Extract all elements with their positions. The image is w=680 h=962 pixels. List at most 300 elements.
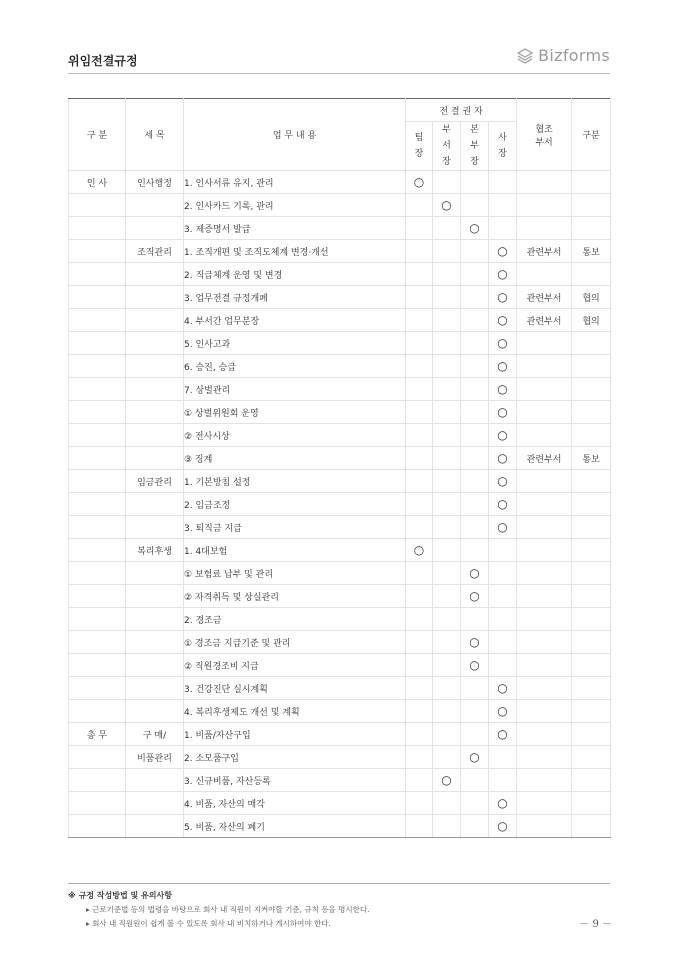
row-type (572, 355, 611, 378)
row-coop (517, 654, 572, 677)
row-coop (517, 723, 572, 746)
row-division-mark (461, 677, 489, 700)
row-president-mark: ○ (489, 470, 517, 493)
row-task: 6. 승진, 승급 (184, 355, 406, 378)
row-division-mark (461, 171, 489, 194)
row-subcategory: 임금관리 (126, 470, 184, 493)
row-subcategory (126, 700, 184, 723)
row-coop (517, 516, 572, 539)
row-subcategory (126, 309, 184, 332)
row-type (572, 792, 611, 815)
table-row (69, 562, 611, 585)
row-subcategory (126, 447, 184, 470)
row-dept-mark (433, 700, 461, 723)
table-row (69, 378, 611, 401)
row-subcategory (126, 263, 184, 286)
row-category (69, 263, 126, 286)
row-division-mark (461, 769, 489, 792)
row-dept-mark (433, 631, 461, 654)
row-president-mark (489, 585, 517, 608)
table-row (69, 631, 611, 654)
note-item: ▸ 근로기준법 등의 법령을 바탕으로 회사 내 직원이 지켜야할 기준, 규칙 등을 명시한다. (86, 905, 370, 914)
table-row (69, 792, 611, 815)
row-president-mark: ○ (489, 286, 517, 309)
row-subcategory: 비품관리 (126, 746, 184, 769)
header-category: 구 분 (69, 99, 126, 171)
table-row (69, 700, 611, 723)
table-row (69, 677, 611, 700)
row-coop: 관련부서 (517, 286, 572, 309)
header-divider (68, 73, 610, 74)
row-coop (517, 792, 572, 815)
row-president-mark: ○ (489, 309, 517, 332)
row-president-mark: ○ (489, 792, 517, 815)
table-row (69, 401, 611, 424)
row-category (69, 516, 126, 539)
row-category (69, 700, 126, 723)
row-coop (517, 263, 572, 286)
row-type (572, 424, 611, 447)
row-division-mark: ○ (461, 217, 489, 240)
row-coop (517, 217, 572, 240)
row-dept-mark (433, 171, 461, 194)
row-coop (517, 631, 572, 654)
table-row (69, 194, 611, 217)
row-division-mark (461, 424, 489, 447)
layers-icon (516, 47, 534, 65)
row-subcategory (126, 562, 184, 585)
table-row (69, 470, 611, 493)
table-row (69, 723, 611, 746)
row-team-mark (406, 493, 433, 516)
row-president-mark: ○ (489, 424, 517, 447)
row-category (69, 539, 126, 562)
row-coop (517, 424, 572, 447)
row-subcategory (126, 769, 184, 792)
table-row (69, 585, 611, 608)
row-team-mark (406, 401, 433, 424)
table-row (69, 171, 611, 194)
row-category (69, 240, 126, 263)
row-type (572, 608, 611, 631)
row-subcategory (126, 401, 184, 424)
row-task: ① 경조금 지급기준 및 관리 (184, 631, 406, 654)
row-type (572, 516, 611, 539)
row-task: ① 상벌위원회 운영 (184, 401, 406, 424)
row-type (572, 585, 611, 608)
row-president-mark: ○ (489, 815, 517, 838)
table-row (69, 309, 611, 332)
row-division-mark (461, 815, 489, 838)
header-coop (517, 99, 572, 171)
header-division-label: 본 부 장 (470, 125, 479, 167)
row-team-mark (406, 792, 433, 815)
row-subcategory (126, 286, 184, 309)
row-team-mark (406, 447, 433, 470)
row-task: 5. 인사고과 (184, 332, 406, 355)
row-category (69, 424, 126, 447)
row-type (572, 746, 611, 769)
row-category (69, 286, 126, 309)
row-category (69, 562, 126, 585)
row-category (69, 355, 126, 378)
row-president-mark (489, 631, 517, 654)
row-task: 5. 비품, 자산의 폐기 (184, 815, 406, 838)
row-dept-mark (433, 654, 461, 677)
row-team-mark: ○ (406, 171, 433, 194)
row-category (69, 585, 126, 608)
row-dept-mark (433, 792, 461, 815)
row-team-mark (406, 585, 433, 608)
row-dept-mark (433, 470, 461, 493)
row-team-mark (406, 240, 433, 263)
row-division-mark (461, 516, 489, 539)
row-president-mark (489, 654, 517, 677)
table-row (69, 263, 611, 286)
row-type (572, 700, 611, 723)
row-type (572, 470, 611, 493)
row-type: 협의 (572, 309, 611, 332)
row-category (69, 309, 126, 332)
row-dept-mark: ○ (433, 769, 461, 792)
row-division-mark (461, 608, 489, 631)
row-team-mark (406, 815, 433, 838)
row-task: 3. 제증명서 발급 (184, 217, 406, 240)
row-team-mark (406, 424, 433, 447)
row-team-mark (406, 677, 433, 700)
row-division-mark (461, 332, 489, 355)
row-subcategory (126, 355, 184, 378)
row-division-mark: ○ (461, 631, 489, 654)
row-coop (517, 470, 572, 493)
row-team-mark (406, 746, 433, 769)
row-category (69, 631, 126, 654)
row-dept-mark (433, 585, 461, 608)
row-coop (517, 608, 572, 631)
row-team-mark (406, 470, 433, 493)
row-type (572, 493, 611, 516)
row-president-mark: ○ (489, 723, 517, 746)
row-dept-mark (433, 263, 461, 286)
row-dept-mark (433, 401, 461, 424)
row-dept-mark (433, 286, 461, 309)
table-row (69, 493, 611, 516)
row-division-mark (461, 700, 489, 723)
header-team-label: 팀 장 (414, 133, 424, 159)
row-task: 1. 조직개편 및 조직도체계 변경·개선 (184, 240, 406, 263)
row-coop (517, 815, 572, 838)
row-team-mark (406, 332, 433, 355)
row-president-mark (489, 171, 517, 194)
row-coop (517, 585, 572, 608)
row-category (69, 792, 126, 815)
table-row (69, 447, 611, 470)
row-president-mark: ○ (489, 516, 517, 539)
row-coop: 관련부서 (517, 447, 572, 470)
row-dept-mark (433, 355, 461, 378)
document-title: 위임전결규정 (68, 54, 138, 68)
row-coop: 관련부서 (517, 309, 572, 332)
row-division-mark (461, 378, 489, 401)
table-row (69, 355, 611, 378)
row-team-mark (406, 378, 433, 401)
row-category (69, 332, 126, 355)
row-category (69, 470, 126, 493)
row-category: 인 사 (69, 171, 126, 194)
table-row (69, 608, 611, 631)
row-type (572, 631, 611, 654)
row-coop (517, 401, 572, 424)
row-president-mark: ○ (489, 401, 517, 424)
row-category (69, 608, 126, 631)
row-task: 2. 소모품구입 (184, 746, 406, 769)
table-row (69, 815, 611, 838)
row-type: 협의 (572, 286, 611, 309)
brand-logo (516, 46, 610, 65)
header-coop-label: 협조 부서 (535, 124, 553, 148)
brand-name: Bizforms (538, 46, 610, 65)
row-division-mark (461, 493, 489, 516)
row-president-mark: ○ (489, 355, 517, 378)
row-team-mark (406, 562, 433, 585)
row-team-mark (406, 194, 433, 217)
table-row (69, 746, 611, 769)
row-division-mark (461, 723, 489, 746)
row-task: 4. 비품, 자산의 매각 (184, 792, 406, 815)
row-president-mark: ○ (489, 240, 517, 263)
row-subcategory (126, 608, 184, 631)
row-division-mark: ○ (461, 562, 489, 585)
row-subcategory (126, 677, 184, 700)
row-type (572, 769, 611, 792)
row-coop (517, 746, 572, 769)
row-task: 2. 직급체계 운영 및 변경 (184, 263, 406, 286)
table-row (69, 240, 611, 263)
row-team-mark (406, 608, 433, 631)
row-dept-mark (433, 240, 461, 263)
row-dept-mark: ○ (433, 194, 461, 217)
row-team-mark (406, 516, 433, 539)
row-type (572, 654, 611, 677)
row-dept-mark (433, 447, 461, 470)
row-division-mark (461, 286, 489, 309)
header-subcategory: 세 목 (126, 99, 184, 171)
row-team-mark (406, 263, 433, 286)
row-president-mark: ○ (489, 700, 517, 723)
row-type: 통보 (572, 240, 611, 263)
row-dept-mark (433, 677, 461, 700)
row-division-mark (461, 355, 489, 378)
row-coop (517, 194, 572, 217)
row-type: 통보 (572, 447, 611, 470)
row-subcategory (126, 493, 184, 516)
row-subcategory: 복리후생 (126, 539, 184, 562)
row-task: 2. 임금조정 (184, 493, 406, 516)
row-coop (517, 700, 572, 723)
table-row (69, 654, 611, 677)
row-dept-mark (433, 608, 461, 631)
row-dept-mark (433, 493, 461, 516)
row-type (572, 815, 611, 838)
table-row (69, 332, 611, 355)
row-task: ③ 징계 (184, 447, 406, 470)
row-task: 1. 4대보험 (184, 539, 406, 562)
row-category (69, 217, 126, 240)
row-category (69, 447, 126, 470)
row-subcategory: 조직관리 (126, 240, 184, 263)
row-task: 1. 인사서류 유지, 관리 (184, 171, 406, 194)
row-dept-mark (433, 217, 461, 240)
row-coop (517, 539, 572, 562)
row-subcategory (126, 585, 184, 608)
row-coop (517, 493, 572, 516)
row-subcategory: 인사행정 (126, 171, 184, 194)
row-dept-mark (433, 309, 461, 332)
row-team-mark (406, 654, 433, 677)
row-subcategory (126, 424, 184, 447)
row-team-mark (406, 769, 433, 792)
row-type (572, 401, 611, 424)
row-coop: 관련부서 (517, 240, 572, 263)
row-type (572, 263, 611, 286)
table-row (69, 424, 611, 447)
header-authority: 전 결 권 자 (406, 99, 517, 122)
row-president-mark: ○ (489, 677, 517, 700)
row-dept-mark (433, 723, 461, 746)
row-subcategory (126, 654, 184, 677)
row-type (572, 677, 611, 700)
row-type (572, 378, 611, 401)
row-task: 3. 업무전결 규정개폐 (184, 286, 406, 309)
row-president-mark (489, 562, 517, 585)
header-president-label: 사 장 (498, 133, 507, 159)
table-row (69, 286, 611, 309)
row-president-mark: ○ (489, 493, 517, 516)
row-division-mark (461, 263, 489, 286)
row-team-mark (406, 631, 433, 654)
row-president-mark (489, 539, 517, 562)
row-type (572, 332, 611, 355)
row-subcategory (126, 217, 184, 240)
row-subcategory (126, 631, 184, 654)
row-dept-mark (433, 746, 461, 769)
row-subcategory: 구 매/ (126, 723, 184, 746)
row-task: 3. 신규비품, 자산등록 (184, 769, 406, 792)
row-president-mark (489, 194, 517, 217)
row-category (69, 769, 126, 792)
row-division-mark: ○ (461, 746, 489, 769)
row-task: ② 직원경조비 지급 (184, 654, 406, 677)
row-coop (517, 677, 572, 700)
row-president-mark: ○ (489, 378, 517, 401)
row-division-mark: ○ (461, 654, 489, 677)
delegation-table (68, 98, 611, 838)
table-row (69, 217, 611, 240)
row-president-mark: ○ (489, 447, 517, 470)
row-dept-mark (433, 424, 461, 447)
header-team (406, 122, 433, 171)
row-president-mark (489, 217, 517, 240)
row-task: ② 자격취득 및 상실관리 (184, 585, 406, 608)
row-coop (517, 562, 572, 585)
row-team-mark (406, 700, 433, 723)
notes-section (68, 883, 610, 929)
row-subcategory (126, 792, 184, 815)
row-task: 3. 건강진단 실시계획 (184, 677, 406, 700)
row-division-mark (461, 309, 489, 332)
note-item: ▸ 회사 내 직원원이 쉽게 볼 수 있도록 회사 내 비치하거나 게시하여야 한다. (86, 919, 331, 928)
header-dept (433, 122, 461, 171)
row-president-mark (489, 608, 517, 631)
header-task: 업 무 내 용 (184, 99, 406, 171)
row-type (572, 723, 611, 746)
row-task: ① 보험료 납부 및 관리 (184, 562, 406, 585)
page-number: － 9 － (579, 919, 612, 930)
row-team-mark (406, 286, 433, 309)
row-team-mark (406, 723, 433, 746)
row-type (572, 171, 611, 194)
row-category (69, 677, 126, 700)
row-subcategory (126, 516, 184, 539)
row-coop (517, 171, 572, 194)
row-task: 2. 인사카드 기록, 관리 (184, 194, 406, 217)
row-type (572, 562, 611, 585)
row-subcategory (126, 194, 184, 217)
row-task: ② 전사시상 (184, 424, 406, 447)
row-coop (517, 355, 572, 378)
row-team-mark: ○ (406, 539, 433, 562)
row-subcategory (126, 378, 184, 401)
row-dept-mark (433, 562, 461, 585)
row-coop (517, 769, 572, 792)
row-category (69, 194, 126, 217)
row-task: 3. 퇴직금 지급 (184, 516, 406, 539)
row-task: 4. 부서간 업무분장 (184, 309, 406, 332)
row-category (69, 401, 126, 424)
row-category (69, 746, 126, 769)
row-category (69, 378, 126, 401)
row-category (69, 493, 126, 516)
row-type (572, 217, 611, 240)
row-team-mark (406, 355, 433, 378)
row-task: 2. 경조금 (184, 608, 406, 631)
header-type: 구분 (572, 99, 611, 171)
row-dept-mark (433, 516, 461, 539)
row-team-mark (406, 217, 433, 240)
row-division-mark (461, 447, 489, 470)
row-task: 1. 비품/자산구입 (184, 723, 406, 746)
header-dept-label: 부 서 장 (442, 125, 451, 167)
row-dept-mark (433, 815, 461, 838)
row-dept-mark (433, 332, 461, 355)
row-category (69, 815, 126, 838)
header-president (489, 122, 517, 171)
row-category: 총 무 (69, 723, 126, 746)
row-president-mark (489, 746, 517, 769)
row-dept-mark (433, 378, 461, 401)
table-row (69, 769, 611, 792)
row-division-mark (461, 792, 489, 815)
row-division-mark (461, 470, 489, 493)
row-coop (517, 378, 572, 401)
row-subcategory (126, 332, 184, 355)
row-category (69, 654, 126, 677)
row-type (572, 539, 611, 562)
row-coop (517, 332, 572, 355)
row-task: 1. 기본방침 설정 (184, 470, 406, 493)
header-division (461, 122, 489, 171)
row-president-mark: ○ (489, 263, 517, 286)
